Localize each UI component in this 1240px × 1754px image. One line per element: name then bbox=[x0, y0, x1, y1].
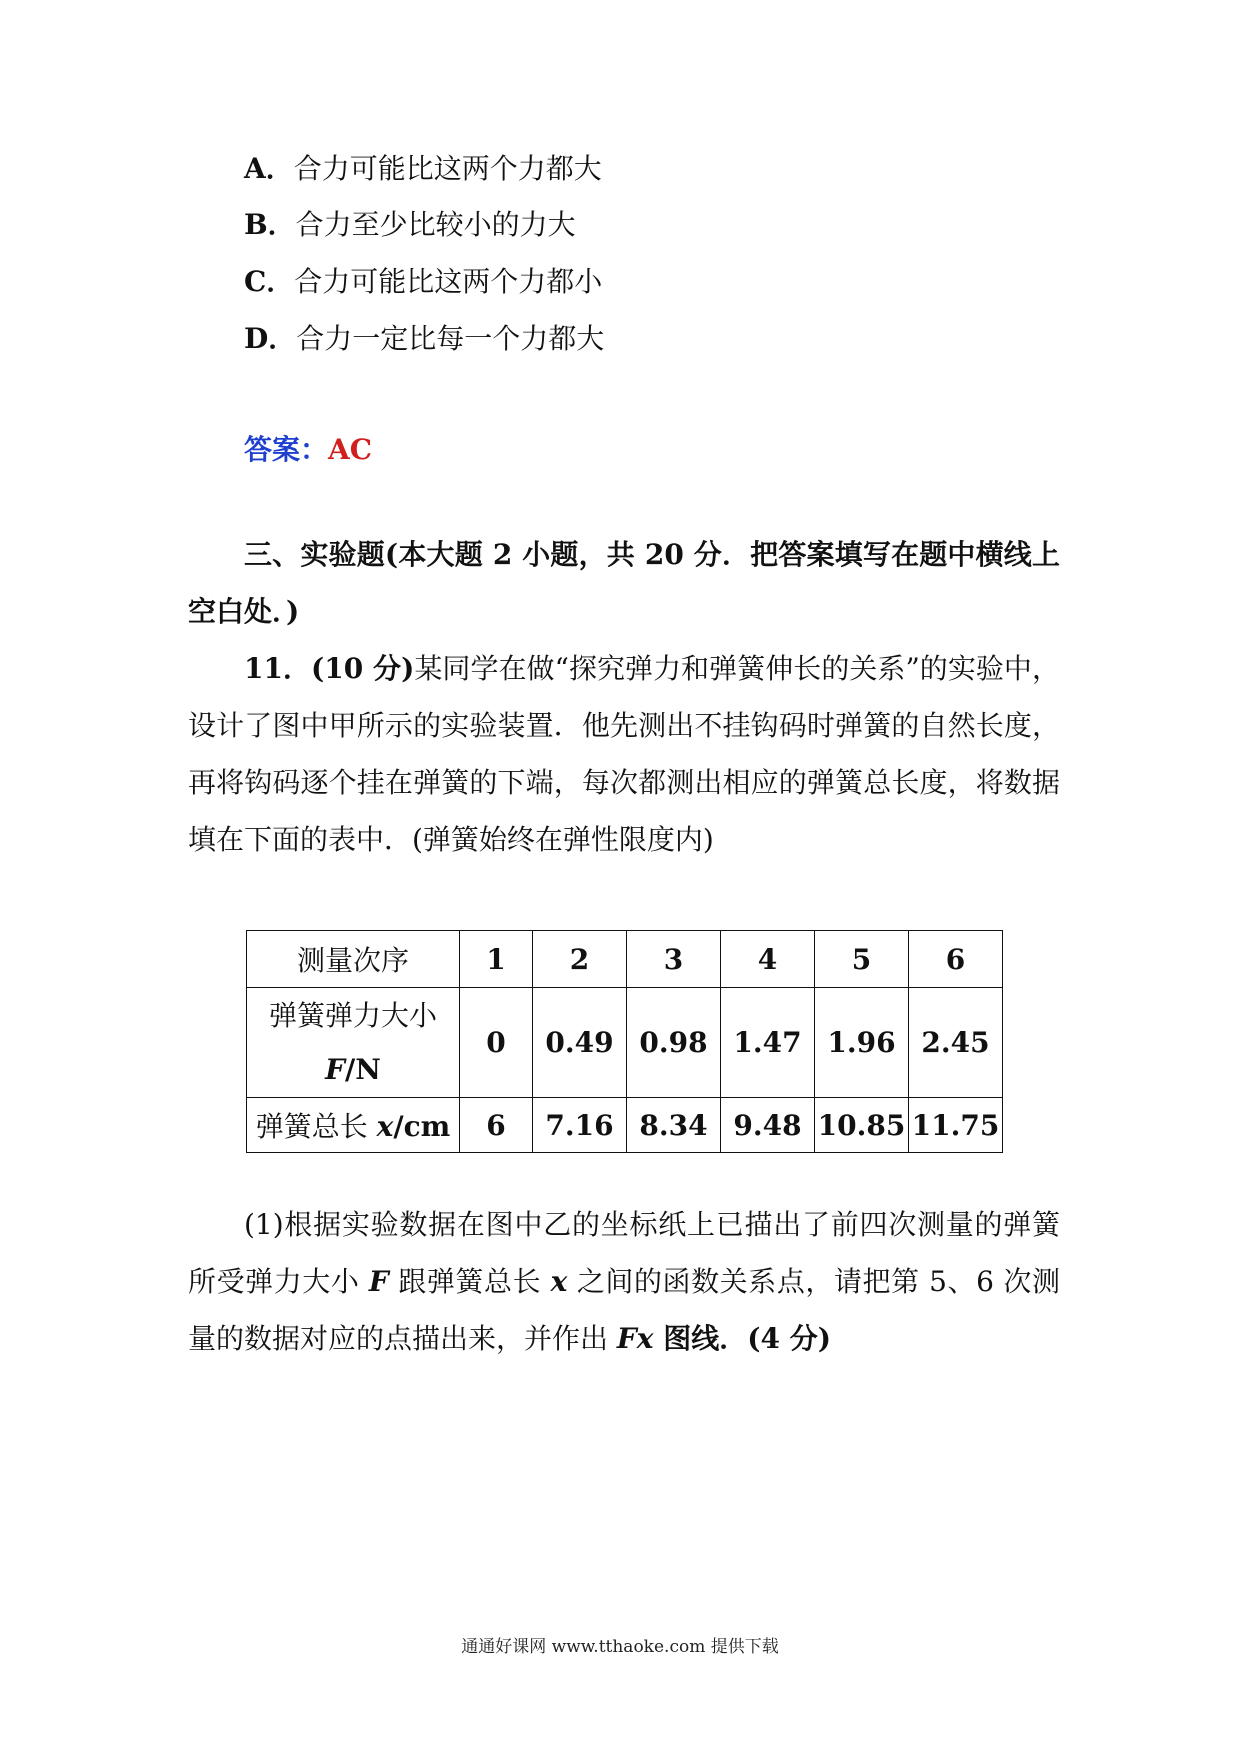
var-fx: Fx bbox=[616, 1322, 654, 1355]
subquestion-text-4: 图线．(4 分) bbox=[653, 1322, 831, 1355]
subquestion-text-2: 跟弹簧总长 bbox=[388, 1265, 551, 1298]
question-11 bbox=[188, 640, 1060, 868]
table-row bbox=[247, 988, 1003, 1098]
table-cell: 6 bbox=[460, 1098, 533, 1153]
var-x: x bbox=[550, 1265, 568, 1298]
option-d bbox=[244, 322, 604, 356]
answer bbox=[244, 428, 372, 468]
table-cell: 2.45 bbox=[909, 988, 1003, 1098]
question-text: 某同学在做“探究弹力和弹簧伸长的关系”的实验中，设计了图中甲所示的实验装置．他先测出不挂钩码时弹簧的自然长度，再将钩码逐个挂在弹簧的下端，每次都测出相应的弹簧总长度，将数据填在下面的表中．(弹簧始终在弹性限度内) bbox=[188, 652, 1060, 856]
option-b bbox=[244, 208, 576, 242]
table-header-length-label: 弹簧总长 bbox=[255, 1110, 377, 1143]
table-cell: 1.47 bbox=[721, 988, 815, 1098]
table-cell: 8.34 bbox=[627, 1098, 721, 1153]
table-header-force-unit-line bbox=[247, 1043, 459, 1097]
option-text: 合力一定比每一个力都大 bbox=[296, 322, 605, 355]
table-row bbox=[247, 1098, 1003, 1153]
data-table bbox=[246, 930, 1003, 1153]
table-cell: 2 bbox=[533, 931, 627, 988]
table-cell: 1.96 bbox=[815, 988, 909, 1098]
table-header-length bbox=[247, 1098, 460, 1153]
table-cell: 9.48 bbox=[721, 1098, 815, 1153]
var-f: F bbox=[368, 1265, 389, 1298]
table-cell: 5 bbox=[815, 931, 909, 988]
option-text: 合力可能比这两个力都大 bbox=[293, 152, 602, 185]
section-heading bbox=[188, 526, 1060, 640]
option-letter: C． bbox=[244, 265, 295, 298]
subquestion-text-1: (1)根据实验数据在图中乙的坐标纸上已描出了前四次测量的弹簧所受弹力大小 bbox=[188, 1208, 1060, 1298]
option-text: 合力至少比较小的力大 bbox=[295, 208, 576, 241]
answer-value: AC bbox=[328, 433, 373, 466]
table-cell: 4 bbox=[721, 931, 815, 988]
table-cell: 6 bbox=[909, 931, 1003, 988]
table-header-length-unit: /cm bbox=[393, 1110, 451, 1143]
question-number: 11．(10 分) bbox=[244, 652, 415, 685]
subquestion-text-3: 之间的函数关系点，请把第 5、6 次测量的数据对应的点描出来，并作出 bbox=[188, 1265, 1060, 1355]
section-title: 三、实验题 bbox=[244, 538, 385, 571]
table-cell: 0.98 bbox=[627, 988, 721, 1098]
table-cell: 1 bbox=[460, 931, 533, 988]
table-cell: 10.85 bbox=[815, 1098, 909, 1153]
table-header-length-var: x bbox=[376, 1110, 394, 1143]
table-cell: 0 bbox=[460, 988, 533, 1098]
table-header-order: 测量次序 bbox=[247, 931, 460, 988]
section-note: (本大题 2 小题，共 20 分．把答案填写在题中横线上空白处．) bbox=[188, 538, 1060, 628]
option-letter: B． bbox=[244, 208, 296, 241]
option-c bbox=[244, 265, 602, 299]
table-header-force-unit: /N bbox=[345, 1052, 381, 1086]
table-row bbox=[247, 931, 1003, 988]
option-a bbox=[244, 152, 602, 186]
subquestion-1 bbox=[188, 1196, 1060, 1367]
table-header-force-label: 弹簧弹力大小 bbox=[268, 998, 437, 1032]
table-header-force-var: F bbox=[325, 1052, 346, 1086]
table-cell: 11.75 bbox=[909, 1098, 1003, 1153]
option-letter: D． bbox=[244, 322, 297, 355]
footer: 通通好课网 www.tthaoke.com 提供下载 bbox=[461, 1637, 779, 1657]
table-cell: 7.16 bbox=[533, 1098, 627, 1153]
table-cell: 0.49 bbox=[533, 988, 627, 1098]
table-header-force bbox=[247, 988, 460, 1098]
answer-label: 答案： bbox=[244, 433, 329, 466]
option-text: 合力可能比这两个力都小 bbox=[294, 265, 603, 298]
table-cell: 3 bbox=[627, 931, 721, 988]
option-letter: A． bbox=[244, 152, 294, 185]
